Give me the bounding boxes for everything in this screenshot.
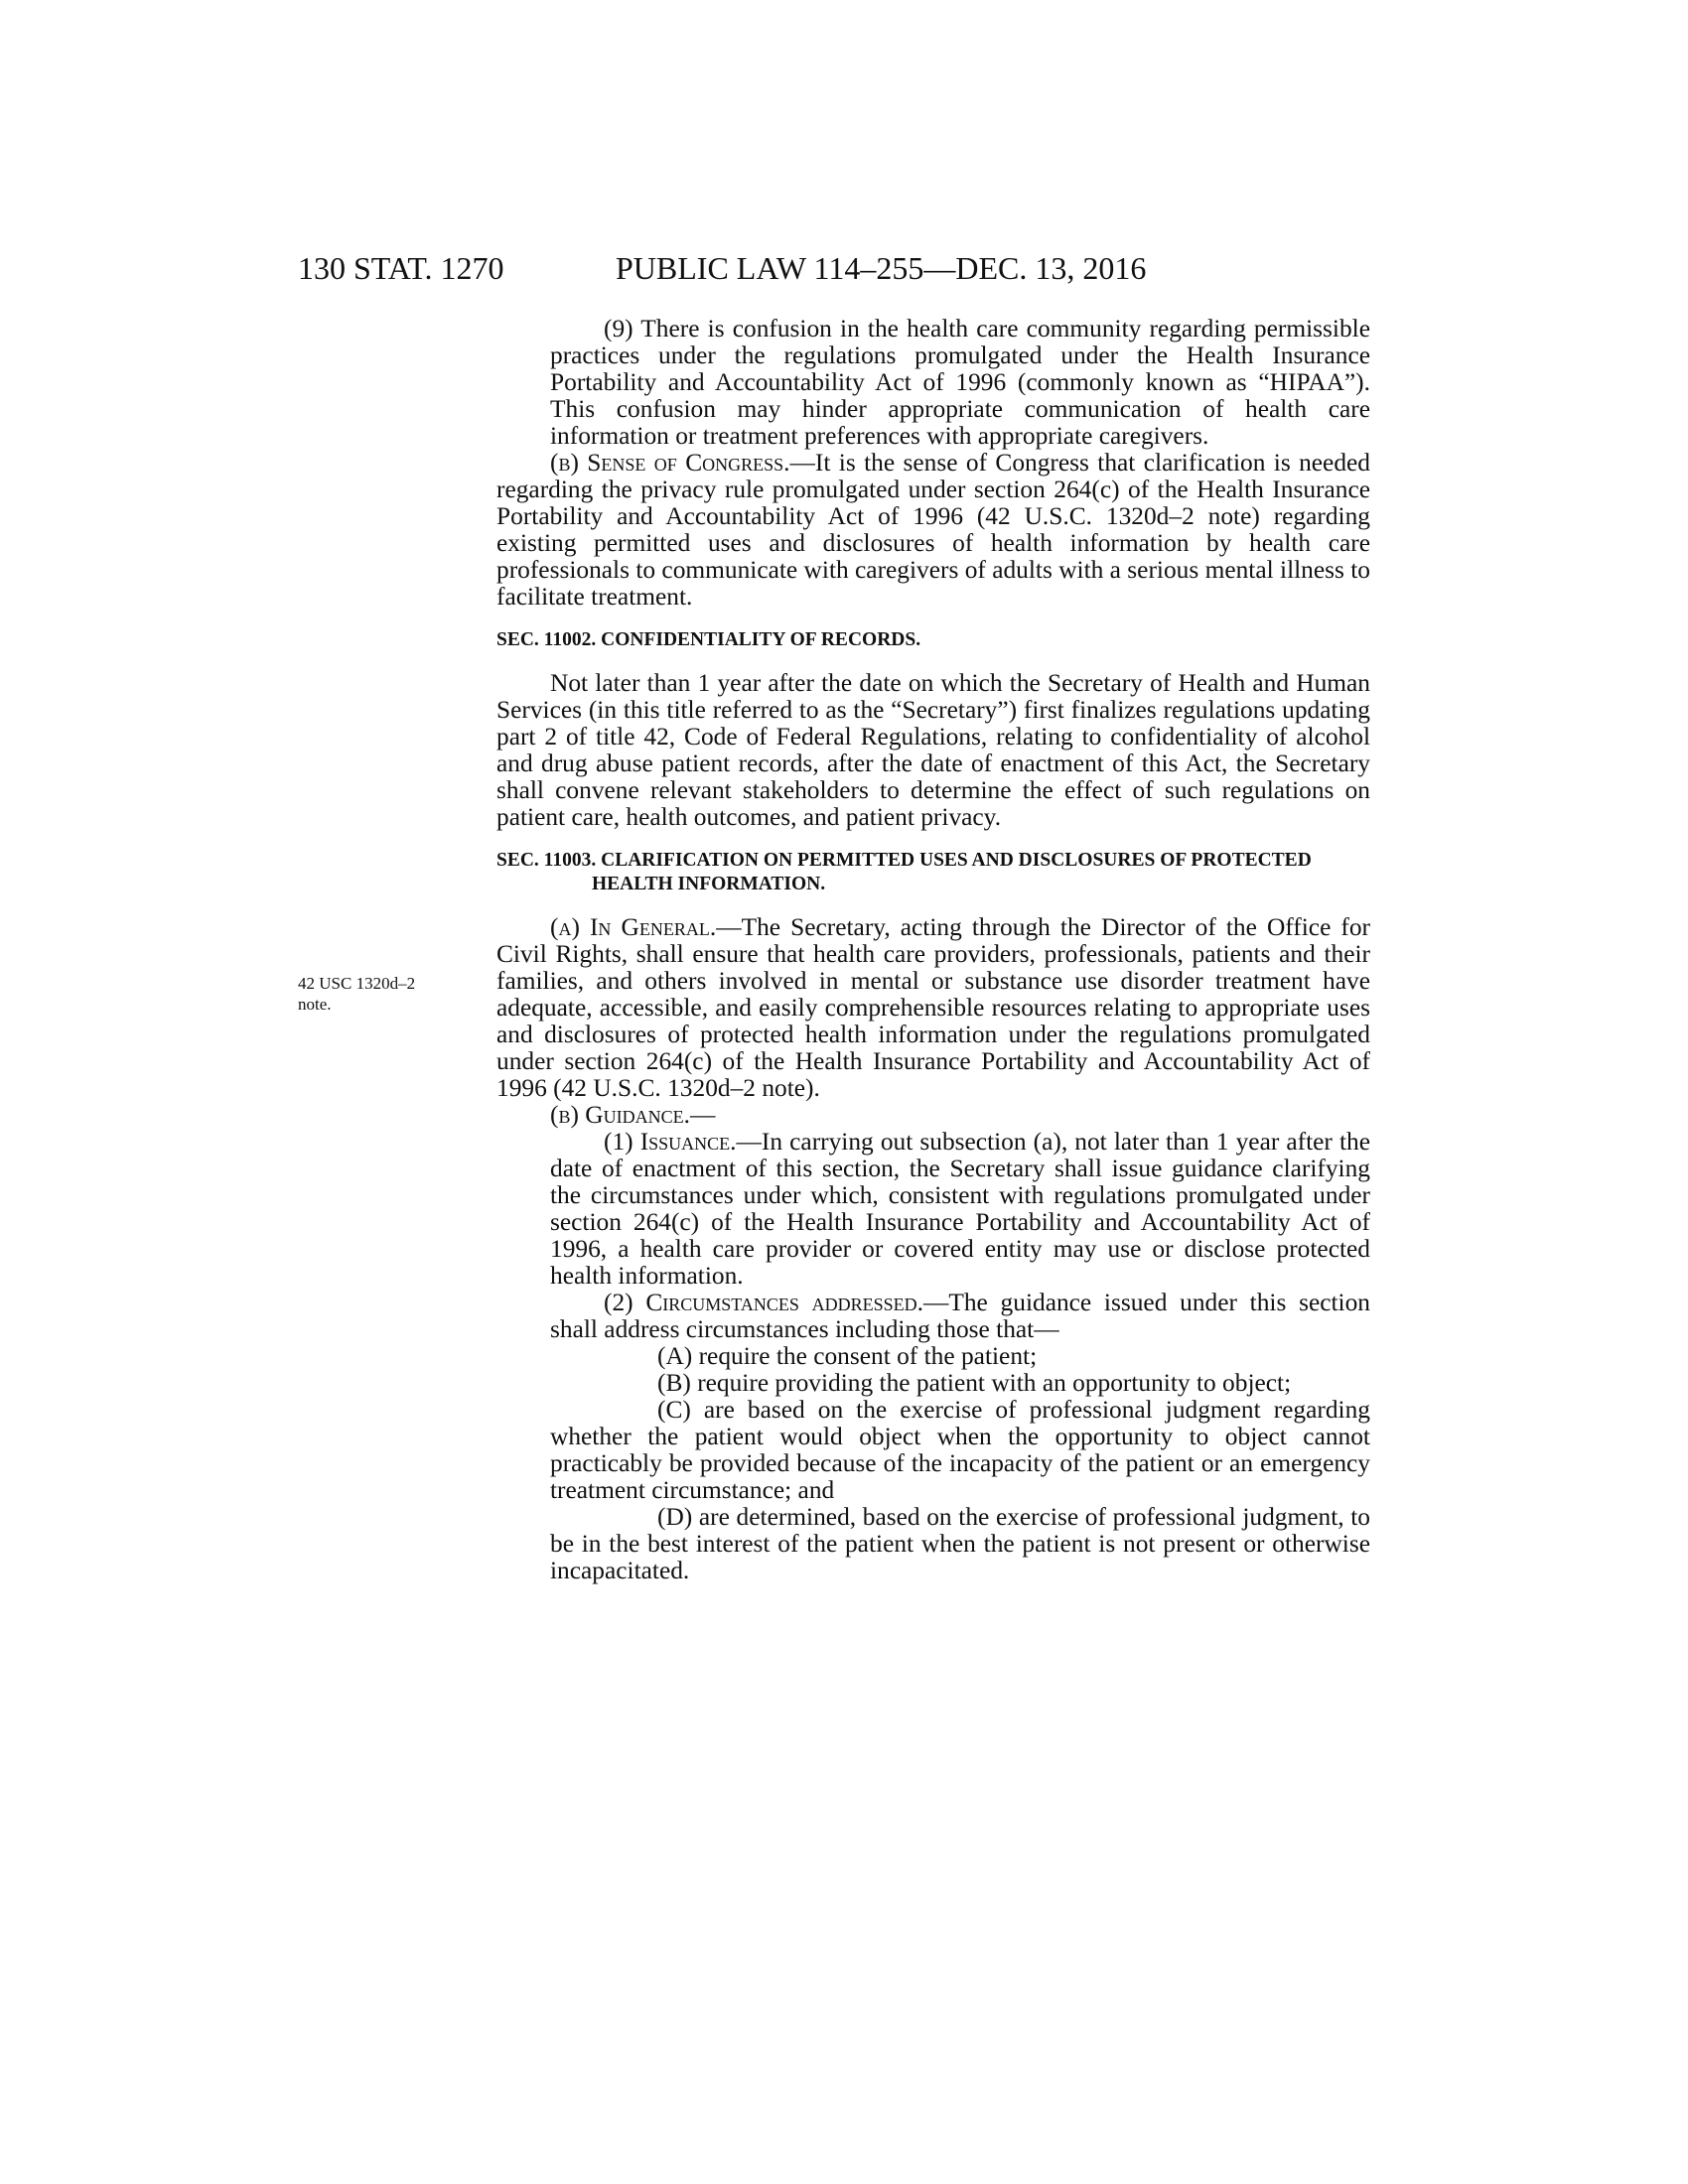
paragraph-2-circumstances <box>496 1290 1370 1343</box>
body-text <box>496 316 1370 1584</box>
subsection-label: (b) Guidance. <box>550 1101 690 1129</box>
paragraph-label: (2) Circumstances addressed. <box>604 1289 923 1316</box>
margin-note-line2: note. <box>298 995 332 1014</box>
paragraph-1-issuance <box>496 1129 1370 1290</box>
stat-citation: 130 STAT. 1270 <box>298 250 504 286</box>
subsection-label: (b) Sense of Congress. <box>550 449 790 477</box>
subsection-label: (a) In General. <box>550 913 717 941</box>
subsection-text: — <box>689 1101 716 1129</box>
subsection-b-sense-of-congress <box>496 450 1370 611</box>
subsection-a-in-general <box>496 914 1370 1102</box>
section-11003-heading: SEC. 11003. CLARIFICATION ON PERMITTED USES AND DISCLOSURES OF PROTECTED HEALTH INFORMATION. <box>496 850 1312 894</box>
running-head <box>298 250 1370 290</box>
section-11002-text: Not later than 1 year after the date on which the Secretary of Health and Human Services (in this title referred to as the “Secretary”) first finalizes regulations updating part 2 of title 42, Code of Federal Regulations, relating to confidentiality of alcohol and drug abuse patient records, after the date of enactment of this Act, the Secretary shall convene relevant stakeholders to determine the effect of such regulations on patient care, health outcomes, and patient privacy. <box>496 669 1370 831</box>
subsection-text: —It is the sense of Congress that clarification is needed regarding the privacy rule promulgated under section 264(c) of the Health Insurance Portability and Accountability Act of 1996 (42 U.S.C. 1320d–2 note) regarding existing permitted uses and disclosures of health information by health care professionals to communicate with caregivers of adults with a serious mental illness to facilitate treatment. <box>496 449 1371 611</box>
paragraph-label: (1) Issuance. <box>604 1128 737 1156</box>
subparagraph-c: (C) are based on the exercise of professional judgment regarding whether the patient would object when the opportunity to object cannot practicably be provided because of the incapacity of the patient or an emergency treatment circumstance; and <box>550 1396 1370 1504</box>
paragraph-text: —The guidance issued under this section shall address circumstances including those that— <box>550 1289 1371 1343</box>
subparagraph-d: (D) are determined, based on the exercise of professional judgment, to be in the best interest of the patient when the patient is not present or otherwise incapacitated. <box>550 1503 1370 1584</box>
section-11002-heading: SEC. 11002. CONFIDENTIALITY OF RECORDS. <box>496 629 921 650</box>
paragraph-9: (9) There is confusion in the health care community regarding permissible practices under the regulations promulgated under the Health Insurance Portability and Accountability Act of 1996 (commonly known as “HIPAA”). This confusion may hinder appropriate communication of health care information or treatment preferences with appropriate caregivers. <box>550 315 1370 450</box>
paragraph-text: —In carrying out subsection (a), not later than 1 year after the date of enactment of this section, the Secretary shall issue guidance clarifying the circumstances under which, consistent with regulations promulgated under section 264(c) of the Health Insurance Portability and Accountability Act of 1996, a health care provider or covered entity may use or disclose protected health information. <box>550 1128 1370 1290</box>
subsection-b-guidance <box>496 1102 1370 1129</box>
subparagraph-a: (A) require the consent of the patient; <box>657 1342 1038 1370</box>
subsection-text: —The Secretary, acting through the Director of the Office for Civil Rights, shall ensure that health care providers, professionals, patients and their families, and others involved in mental or substance use disorder treatment have adequate, accessible, and easily comprehensible resources relating to appropriate uses and disclosures of protected health information under the regulations promulgated under section 264(c) of the Health Insurance Portability and Accountability Act of 1996 (42 U.S.C. 1320d–2 note). <box>496 913 1371 1102</box>
subparagraph-b: (B) require providing the patient with an opportunity to object; <box>657 1369 1292 1397</box>
margin-note-line1: 42 USC 1320d–2 <box>298 974 416 993</box>
margin-note <box>298 973 467 1015</box>
public-law-citation: PUBLIC LAW 114–255—DEC. 13, 2016 <box>616 250 1147 286</box>
